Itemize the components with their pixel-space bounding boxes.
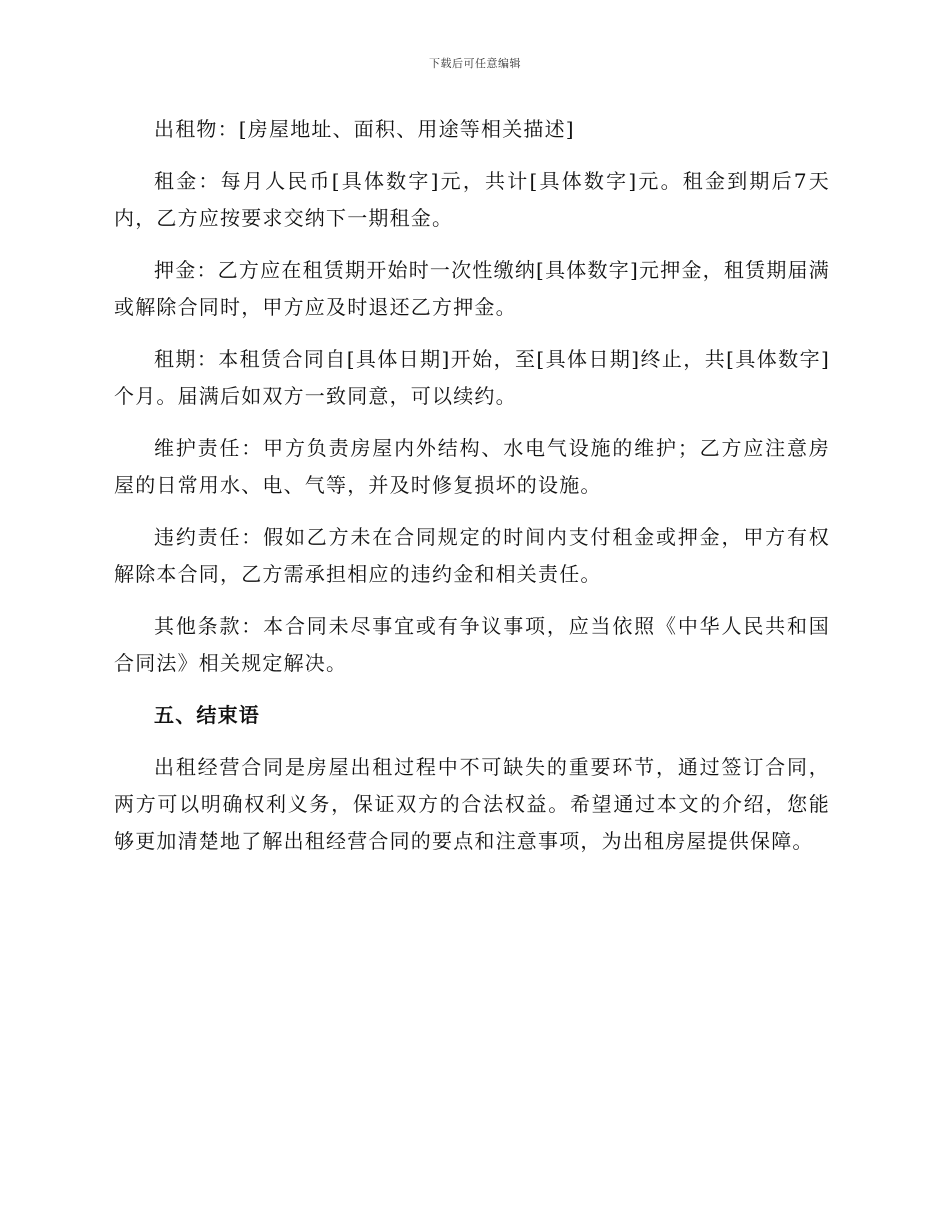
clause-rent: 租金：每月人民币[具体数字]元，共计[具体数字]元。租金到期后7天内，乙方应按要求交纳下一期租金。 <box>114 169 830 230</box>
clause-breach: 违约责任：假如乙方未在合同规定的时间内支付租金或押金，甲方有权解除本合同，乙方需承担相应的违约金和相关责任。 <box>114 525 830 586</box>
page-header-note: 下载后可任意编辑 <box>429 57 521 70</box>
clause-deposit: 押金：乙方应在租赁期开始时一次性缴纳[具体数字]元押金，租赁期届满或解除合同时，甲方应及时退还乙方押金。 <box>114 258 830 319</box>
section-heading-conclusion: 五、结束语 <box>154 703 260 727</box>
clause-rental-object: 出租物：[房屋地址、面积、用途等相关描述] <box>154 117 575 141</box>
clause-lease-term: 租期：本租赁合同自[具体日期]开始，至[具体日期]终止，共[具体数字]个月。届满后如双方一致同意，可以续约。 <box>114 347 830 408</box>
document-body <box>114 111 830 875</box>
clause-maintenance: 维护责任：甲方负责房屋内外结构、水电气设施的维护；乙方应注意房屋的日常用水、电、气等，并及时修复损坏的设施。 <box>114 436 830 497</box>
clause-other-terms: 其他条款：本合同未尽事宜或有争议事项，应当依照《中华人民共和国合同法》相关规定解决。 <box>114 614 830 675</box>
closing-paragraph: 出租经营合同是房屋出租过程中不可缺失的重要环节，通过签订合同，两方可以明确权利义务，保证双方的合法权益。希望通过本文的介绍，您能够更加清楚地了解出租经营合同的要点和注意事项，为出租房屋提供保障。 <box>114 755 830 853</box>
